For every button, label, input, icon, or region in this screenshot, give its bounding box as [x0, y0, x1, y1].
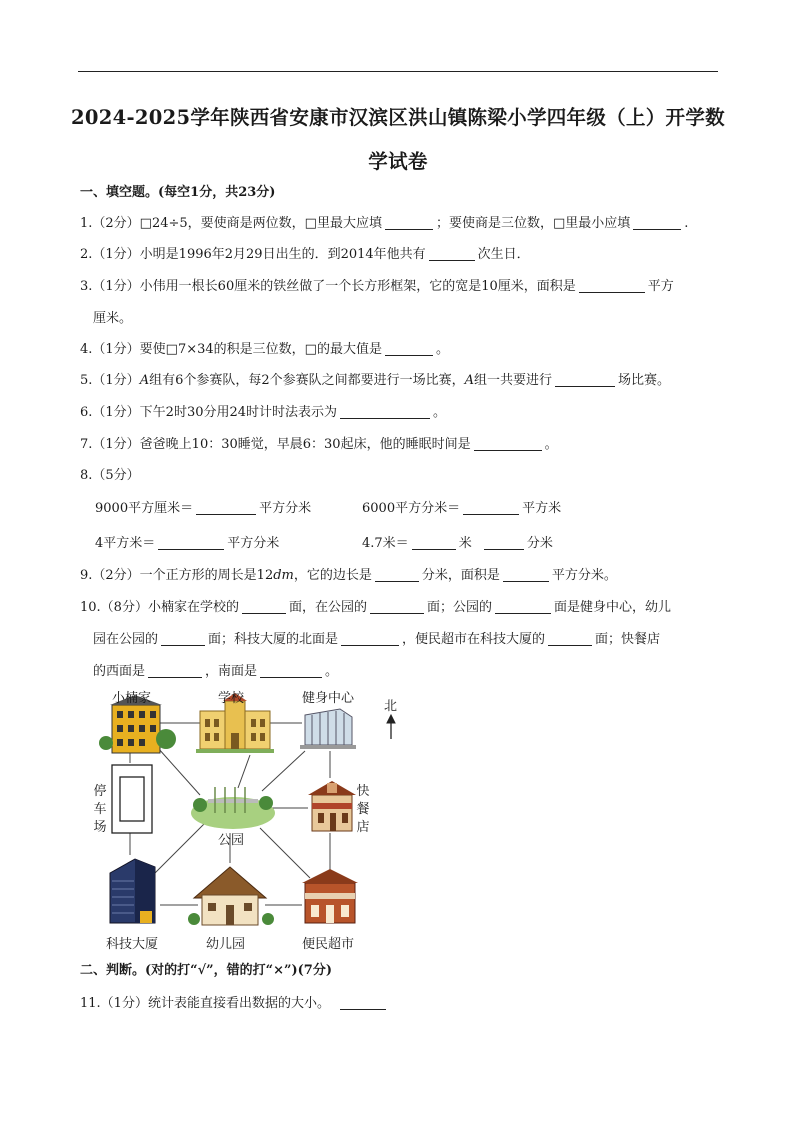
title-line-2: 学试卷 — [368, 150, 428, 173]
answer-blank[interactable] — [375, 567, 419, 582]
answer-blank[interactable] — [341, 631, 399, 646]
question-8-row1-right: 6000平方分米＝ 平方米 — [362, 501, 562, 516]
map-label-gym: 健身中心 — [302, 691, 355, 706]
question-1: 1.（2分）□24÷5，要使商是两位数，□里最大应填 ；要使商是三位数，□里最小应填 . — [80, 216, 689, 231]
map-label-market: 便民超市 — [302, 937, 355, 952]
map-label-tech-tower: 科技大厦 — [106, 937, 159, 952]
answer-blank[interactable] — [474, 436, 542, 451]
question-3: 3.（1分）小伟用一根长60厘米的铁丝做了一个长方形框架，它的宽是10厘米，面积是 平方 — [80, 279, 674, 294]
answer-blank[interactable] — [503, 567, 549, 582]
answer-blank[interactable] — [463, 500, 519, 515]
answer-blank[interactable] — [412, 535, 456, 550]
answer-blank[interactable] — [579, 278, 645, 293]
map-label-kindergarten: 幼儿园 — [206, 937, 246, 952]
section-heading-fill-blank: 一、填空题。(每空1分，共23分) — [80, 185, 276, 200]
map-label-parking: 停车场 — [93, 784, 107, 835]
answer-blank[interactable] — [340, 404, 430, 419]
title-line-1: 2024-2025学年陕西省安康市汉滨区洪山镇陈梁小学四年级（上）开学数 — [71, 106, 725, 129]
page-title — [70, 96, 726, 184]
question-2: 2.（1分）小明是1996年2月29日出生的．到2014年他共有 次生日． — [80, 247, 530, 262]
answer-blank[interactable] — [340, 995, 386, 1010]
question-7: 7.（1分）爸爸晚上10：30睡觉，早晨6：30起床，他的睡眠时间是 。 — [80, 437, 558, 452]
answer-blank[interactable] — [161, 631, 205, 646]
map-label-fast-food: 快餐店 — [356, 784, 370, 835]
map-drawing — [90, 683, 420, 958]
answer-blank[interactable] — [148, 663, 202, 678]
answer-blank[interactable] — [429, 246, 475, 261]
question-8: 8.（5分） — [80, 468, 140, 483]
section-heading-true-false: 二、判断。(对的打“√”，错的打“×”)(7分) — [80, 963, 332, 978]
question-9: 9.（2分）一个正方形的周长是12dm，它的边长是 分米，面积是 平方分米。 — [80, 568, 617, 583]
question-6: 6.（1分）下午2时30分用24时计时法表示为 。 — [80, 405, 447, 420]
question-8-row2-right: 4.7米＝ 米 分米 — [362, 536, 553, 551]
map-label-home: 小楠家 — [112, 691, 152, 706]
parking-lot-icon — [112, 765, 152, 833]
answer-blank[interactable] — [484, 535, 524, 550]
answer-blank[interactable] — [555, 372, 615, 387]
answer-blank[interactable] — [495, 599, 551, 614]
kindergarten-building-icon — [188, 867, 274, 925]
answer-blank[interactable] — [242, 599, 286, 614]
answer-blank[interactable] — [158, 535, 224, 550]
question-10-line3: 的西面是 ，南面是 。 — [93, 664, 339, 679]
tech-tower-icon — [110, 859, 155, 923]
convenience-store-icon — [302, 869, 358, 923]
park-icon — [191, 787, 275, 829]
answer-blank[interactable] — [548, 631, 592, 646]
question-3-continued: 厘米。 — [93, 311, 133, 326]
question-5: 5.（1分）A组有6个参赛队，每2个参赛队之间都要进行一场比赛，A组一共要进行 场比赛。 — [80, 373, 671, 388]
answer-blank[interactable] — [370, 599, 424, 614]
north-arrow-icon — [387, 715, 395, 739]
answer-blank[interactable] — [196, 500, 256, 515]
answer-blank[interactable] — [385, 215, 433, 230]
map-label-school: 学校 — [218, 691, 245, 706]
question-8-row1-left: 9000平方厘米＝ 平方分米 — [95, 501, 312, 516]
map-label-north: 北 — [384, 699, 398, 714]
question-8-row2-left: 4平方米＝ 平方分米 — [95, 536, 280, 551]
question-4: 4.（1分）要使□7×34的积是三位数，□的最大值是 。 — [80, 342, 449, 357]
map-label-park: 公园 — [218, 833, 245, 848]
question-10: 10.（8分）小楠家在学校的 面，在公园的 面；公园的 面是健身中心，幼儿 — [80, 600, 671, 615]
answer-blank[interactable] — [260, 663, 322, 678]
fast-food-restaurant-icon — [308, 781, 356, 831]
answer-blank[interactable] — [385, 341, 433, 356]
question-10-line2: 园在公园的 面；科技大厦的北面是 ，便民超市在科技大厦的 面；快餐店 — [93, 632, 661, 647]
header-rule — [78, 71, 718, 72]
question-11: 11.（1分）统计表能直接看出数据的大小。 — [80, 995, 389, 1013]
answer-blank[interactable] — [633, 215, 681, 230]
gym-building-icon — [300, 709, 356, 749]
location-map-diagram — [90, 683, 420, 958]
